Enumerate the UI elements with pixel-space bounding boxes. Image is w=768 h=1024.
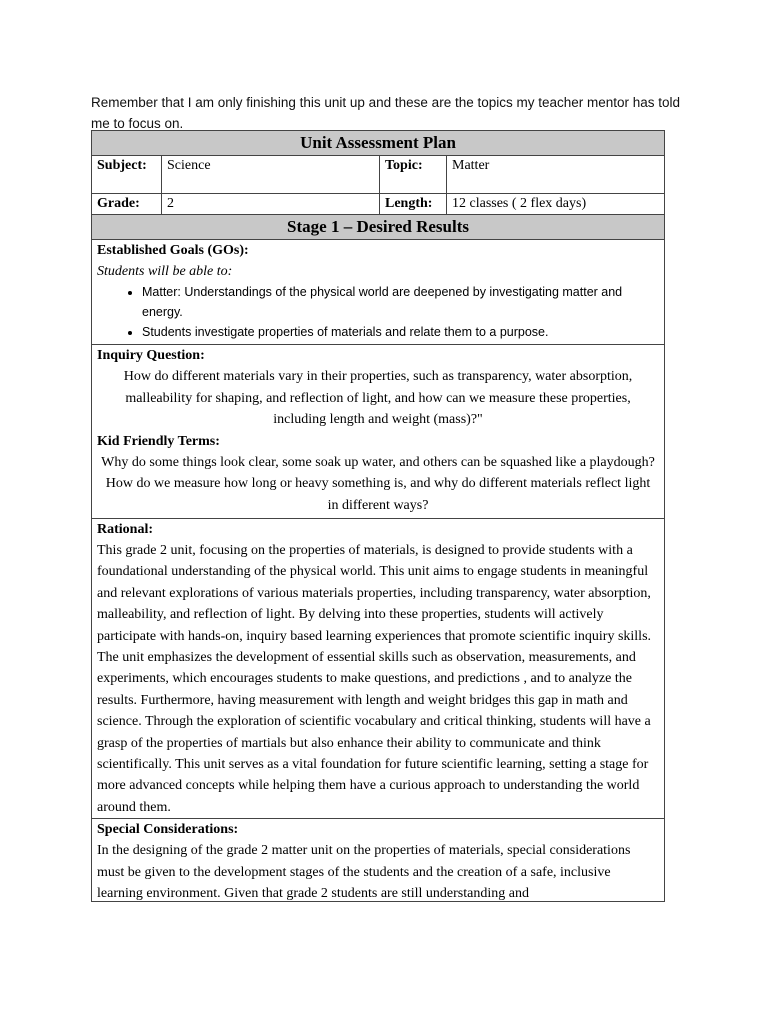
goals-cell [92, 240, 665, 345]
grade-label: Grade: [92, 194, 162, 215]
goals-heading: Established Goals (GOs): [97, 243, 249, 258]
intro-note: Remember that I am only finishing this unit up and these are the topics my teacher mentor has told me to focus on. [91, 95, 681, 131]
goal-item: • Matter: Understandings of the physical world are deepened by investigating matter and energy. [142, 282, 659, 322]
inquiry-question-text: How do different materials vary in their properties, such as transparency, water absorption, malleability for shaping, and reflection of light, and how can we measure these properties, including length and weight (mass)?" [123, 369, 633, 427]
grade-value: 2 [162, 194, 380, 215]
special-considerations-text: In the designing of the grade 2 matter unit on the properties of materials, special considerations must be given to the development stages of the students and the creation of a safe, inclusive learning environment. Given that grade 2 students are still understanding and [97, 843, 631, 902]
length-label: Length: [380, 194, 447, 215]
plan-title: Unit Assessment Plan [92, 131, 665, 156]
goals-intro: Students will be able to: [97, 264, 233, 279]
special-considerations-cell [92, 819, 665, 902]
special-considerations-heading: Special Considerations: [97, 822, 239, 838]
goals-list [97, 282, 659, 342]
topic-value: Matter [447, 156, 665, 194]
rational-text: This grade 2 unit, focusing on the properties of materials, is designed to provide students with a foundational understanding of the physical world. This unit aims to engage students in meaningful and relevant explorations of various materials properties, including transparency, water absorption, malleability, and reflection of light. By delving into these properties, students will actively participate with hands-on, inquiry based learning experiences that promote scientific inquiry skills. The unit emphasizes the development of essential skills such as observation, measurements, and experiments, which encourages students to make questions, and predictions , and to analyze the results. Furthermore, having measurement with length and weight bridges this gap in math and science. Through the exploration of scientific vocabulary and critical thinking, students will have a grasp of the properties of martials but also enhance their ability to communicate and think scientifically. This unit serves as a vital foundation for future scientific learning, setting a stage for more advanced concepts while helping them have a curious approach to understanding the world around them. [97, 543, 652, 815]
subject-label: Subject: [92, 156, 162, 194]
inquiry-cell [92, 345, 665, 519]
length-value: 12 classes ( 2 flex days) [447, 194, 665, 215]
subject-value: Science [162, 156, 380, 194]
stage-title: Stage 1 – Desired Results [92, 215, 665, 240]
topic-label: Topic: [380, 156, 447, 194]
unit-assessment-plan-table [91, 130, 665, 902]
kid-friendly-text: Why do some things look clear, some soak up water, and others can be squashed like a playdough? How do we measure how long or heavy something is, and why do different materials reflect light in different ways? [101, 454, 655, 513]
kid-friendly-heading: Kid Friendly Terms: [97, 433, 220, 449]
goal-item: • Students investigate properties of materials and relate them to a purpose. [142, 322, 659, 342]
rational-heading: Rational: [97, 522, 153, 537]
inquiry-heading: Inquiry Question: [97, 348, 205, 363]
rational-cell [92, 519, 665, 819]
